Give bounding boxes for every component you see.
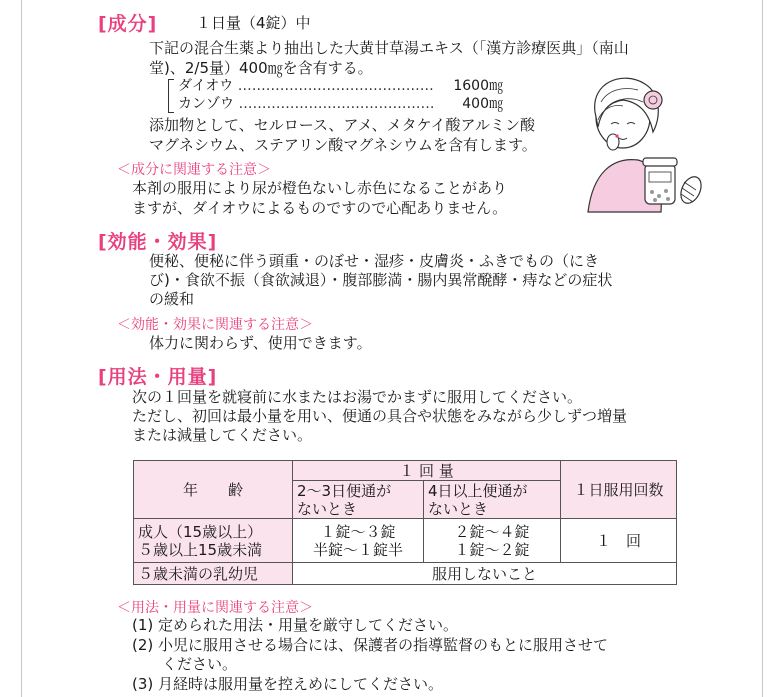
ingredient-list [178,77,503,113]
ingredients-heading: [成分] [98,13,158,35]
dosage-line2: ただし、初回は最小量を用い、便通の具合や状態をみながら少しずつ増量 [132,407,628,425]
ingredients-caution-line2: ますが、ダイオウによるものですので心配ありません。 [132,199,508,217]
dosage-table [133,460,677,585]
adult-dose-a: １錠～３錠 [320,522,396,541]
ingredient-name: カンゾウ …………………………………………………………………………… [178,95,433,113]
ingredients-caution-line1: 本剤の服用により尿が橙色ないし赤色になることがあり [132,179,508,197]
age-cell [134,519,293,563]
frequency-header: １日服用回数 [561,461,677,519]
page-edge-right [762,0,763,697]
table-row [134,519,677,563]
dose-col-a-header-line1: 2～3日便通が [297,481,392,500]
efficacy-line1: 便秘、便秘に伴う頭重・のぼせ・湿疹・皮膚炎・ふきでもの（にき [149,252,600,270]
dosage-caution-2-cont: ください。 [132,655,238,673]
table-row [134,563,677,585]
dose-col-a-header [293,481,424,519]
infant-value: 服用しないこと [293,563,677,585]
ingredient-bracket [168,79,174,113]
ingredients-caution-title: ＜成分に関連する注意＞ [117,162,271,178]
adult-label: 成人（15歳以上） [138,522,263,541]
dosage-caution-1: (1) 定められた用法・用量を厳守してください。 [132,616,459,634]
page-edge-left [21,0,22,697]
child-dose-a: 半錠～１錠半 [312,540,403,559]
ingredient-amount: 400㎎ [462,96,503,112]
dose-b-cell [424,519,561,563]
adult-dose-b: ２錠～４錠 [454,522,530,541]
efficacy-line2: び)・食欲不振（食欲減退）・腹部膨満・腸内異常醗酵・痔などの症状 [149,271,613,289]
ingredient-item [178,77,503,95]
additives-line1: 添加物として、セルロース、アメ、メタケイ酸アルミン酸 [149,116,535,134]
efficacy-caution-title: ＜効能・効果に関連する注意＞ [117,317,313,333]
child-label: ５歳以上15歳未満 [138,540,263,559]
dosage-caution-title: ＜用法・用量に関連する注意＞ [117,600,313,616]
dosage-line3: または減量してください。 [132,426,313,444]
infant-label: ５歳未満の乳幼児 [134,563,293,585]
child-dose-b: １錠～２錠 [454,540,530,559]
dose-basis: １日量（4錠）中 [196,14,311,32]
ingredient-amount: 1600㎎ [453,78,503,94]
additives-line2: マグネシウム、ステアリン酸マグネシウムを含有します。 [149,136,537,154]
dosage-caution-3: (3) 月経時は服用量を控えめにしてください。 [132,675,444,693]
dose-a-cell [293,519,424,563]
dose-col-b-header [424,481,561,519]
dosage-caution-2: (2) 小児に服用させる場合には、保護者の指導監督のもとに服用させて [132,636,609,654]
ingredient-item [178,95,503,113]
age-header: 年 齢 [134,461,293,519]
dosage-line1: 次の１回量を就寝前に水またはお湯でかまずに服用してください。 [132,388,583,406]
ingredients-desc-line1: 下記の混合生薬より抽出した大黄甘草湯エキス（「漢方診療医典」（南山 [149,39,629,57]
dose-col-a-header-line2: ないとき [297,499,358,518]
dosage-heading: [用法・用量] [98,366,218,388]
frequency-value: １ 回 [561,519,677,563]
efficacy-line3: の緩和 [149,290,195,308]
dose-col-b-header-line2: ないとき [428,499,489,518]
dose-header: １ 回 量 [293,461,561,481]
efficacy-caution-text: 体力に関わらず、使用できます。 [149,334,372,352]
dose-col-b-header-line1: 4日以上便通が [428,481,528,500]
efficacy-heading: [効能・効果] [98,231,218,253]
woman-illustration [583,72,708,217]
ingredients-desc-line2: 堂)、2/5量）400㎎を含有する。 [149,59,373,77]
ingredient-name: ダイオウ …………………………………………………………………………… [178,77,433,95]
